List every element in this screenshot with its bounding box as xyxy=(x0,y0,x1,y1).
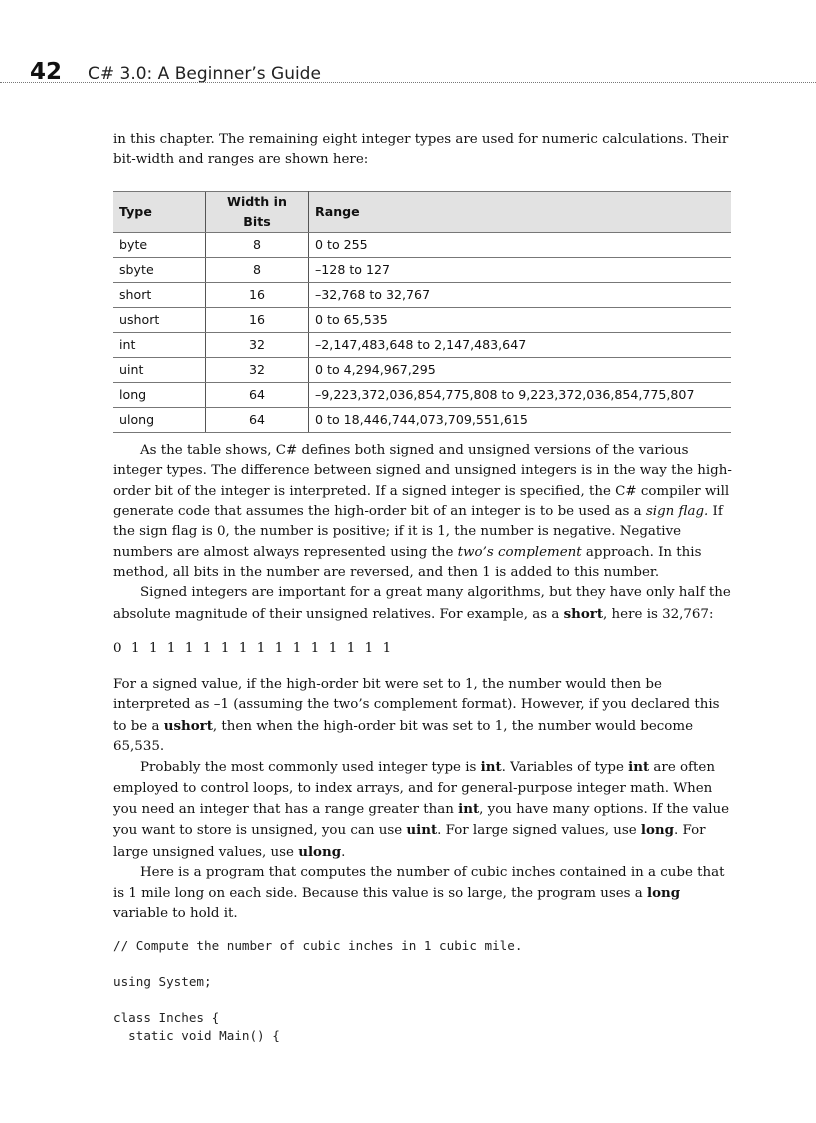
table-row xyxy=(113,283,731,308)
cell-type: long xyxy=(113,383,206,408)
keyword-int: int xyxy=(480,759,502,776)
integer-types-table xyxy=(113,191,731,434)
high-order-bit-paragraph xyxy=(113,675,733,757)
cell-bits: 64 xyxy=(206,408,309,433)
table-row xyxy=(113,333,731,358)
keyword-ushort: ushort xyxy=(163,717,213,734)
cell-bits: 8 xyxy=(206,258,309,283)
table-row xyxy=(113,258,731,283)
keyword-long: long xyxy=(640,822,675,839)
running-header xyxy=(0,58,816,88)
code-main-line: static void Main() { xyxy=(113,1027,280,1043)
text-run: Signed integers are important for a great many algorithms, but they have only half the absolute magnitude of their unsigned relatives. For example, as a xyxy=(113,585,731,622)
program-intro-paragraph xyxy=(113,863,733,925)
text-run: If the sign flag is 0, the number is positive; if it is 1, the number is negative. Negative numbers are almost always represented using the xyxy=(113,504,723,560)
cell-type: short xyxy=(113,283,206,308)
signed-unsigned-paragraph xyxy=(113,441,733,583)
text-run: As the table shows, C# defines both signed and unsigned versions of the various integer types. The difference between signed and unsigned integers is in the way the high-order bit of the integer is interpreted. If a signed integer is specified, the C# compiler will generate code that assumes the high-order bit of an integer is to be used as a xyxy=(113,443,732,520)
header-range: Range xyxy=(309,191,732,233)
signed-magnitude-paragraph xyxy=(113,583,733,625)
term-twos-complement: two’s complement xyxy=(457,544,582,560)
cell-range: –9,223,372,036,854,775,808 to 9,223,372,036,854,775,807 xyxy=(309,383,732,408)
code-comment-line: // Compute the number of cubic inches in 1 cubic mile. xyxy=(113,937,523,953)
cell-type: int xyxy=(113,333,206,358)
table-row xyxy=(113,308,731,333)
keyword-int: int xyxy=(628,759,650,776)
text-run: Here is a program that computes the number of cubic inches contained in a cube that is 1 mile long on each side. Because this value is so large, the program uses a xyxy=(113,864,725,902)
cell-type: ulong xyxy=(113,408,206,433)
cell-type: sbyte xyxy=(113,258,206,283)
code-class-line: class Inches { xyxy=(113,1009,220,1025)
text-run: approach. In this method, all bits in the number are reversed, and then 1 is added to this number. xyxy=(113,544,702,580)
cell-bits: 16 xyxy=(206,308,309,333)
code-listing xyxy=(113,937,733,1045)
text-run: . For large unsigned values, use xyxy=(113,823,706,860)
page-body xyxy=(113,130,733,1045)
text-run: , here is 32,767: xyxy=(603,606,714,622)
cell-range: 0 to 65,535 xyxy=(309,308,732,333)
term-sign-flag: sign flag. xyxy=(645,504,709,520)
table-header-row xyxy=(113,191,731,233)
header-width: Width in Bits xyxy=(206,191,309,233)
cell-type: ushort xyxy=(113,308,206,333)
text-run: , you have many options. If the value you want to store is unsigned, you can use xyxy=(113,801,730,839)
keyword-long: long xyxy=(647,885,681,902)
code-blank-line xyxy=(113,955,733,973)
page-number: 42 xyxy=(30,59,63,85)
code-using-line: using System; xyxy=(113,973,212,989)
cell-bits: 32 xyxy=(206,333,309,358)
text-run: , then when the high-order bit was set to 1, the number would become 65,535. xyxy=(113,718,693,755)
keyword-short: short xyxy=(563,605,604,622)
text-run: . Variables of type xyxy=(501,760,629,776)
table-row xyxy=(113,358,731,383)
code-blank-line xyxy=(113,991,733,1009)
keyword-int: int xyxy=(458,800,480,817)
cell-range: –2,147,483,648 to 2,147,483,647 xyxy=(309,333,732,358)
text-run: variable to hold it. xyxy=(113,906,238,922)
keyword-uint: uint xyxy=(406,822,438,839)
cell-bits: 64 xyxy=(206,383,309,408)
cell-range: –128 to 127 xyxy=(309,258,732,283)
header-dotted-rule xyxy=(0,82,816,83)
cell-range: 0 to 18,446,744,073,709,551,615 xyxy=(309,408,732,433)
text-run: are often employed to control loops, to index arrays, and for general-purpose integer math. When you need an integer that has a range greater than xyxy=(113,760,715,817)
cell-range: 0 to 4,294,967,295 xyxy=(309,358,732,383)
cell-bits: 32 xyxy=(206,358,309,383)
bit-pattern: 0 1 1 1 1 1 1 1 1 1 1 1 1 1 1 1 xyxy=(113,640,394,656)
keyword-ulong: ulong xyxy=(298,843,342,860)
cell-bits: 16 xyxy=(206,283,309,308)
cell-bits: 8 xyxy=(206,233,309,258)
text-run: . xyxy=(341,844,346,860)
table-row xyxy=(113,383,731,408)
int-usage-paragraph xyxy=(113,757,733,862)
cell-type: byte xyxy=(113,233,206,258)
cell-range: –32,768 to 32,767 xyxy=(309,283,732,308)
book-title: C# 3.0: A Beginner’s Guide xyxy=(88,64,321,84)
text-run: For a signed value, if the high-order bit were set to 1, the number would then be interpreted as –1 (assuming the two’s complement format). However, if you declared this to be a xyxy=(113,677,720,734)
intro-paragraph: in this chapter. The remaining eight integer types are used for numeric calculations. Their bit-width and ranges are shown here: xyxy=(113,132,729,168)
cell-range: 0 to 255 xyxy=(309,233,732,258)
table-row xyxy=(113,233,731,258)
text-run: Probably the most commonly used integer type is xyxy=(140,760,481,776)
cell-type: uint xyxy=(113,358,206,383)
text-run: . For large signed values, use xyxy=(437,823,641,839)
table-row xyxy=(113,408,731,433)
header-type: Type xyxy=(113,191,206,233)
